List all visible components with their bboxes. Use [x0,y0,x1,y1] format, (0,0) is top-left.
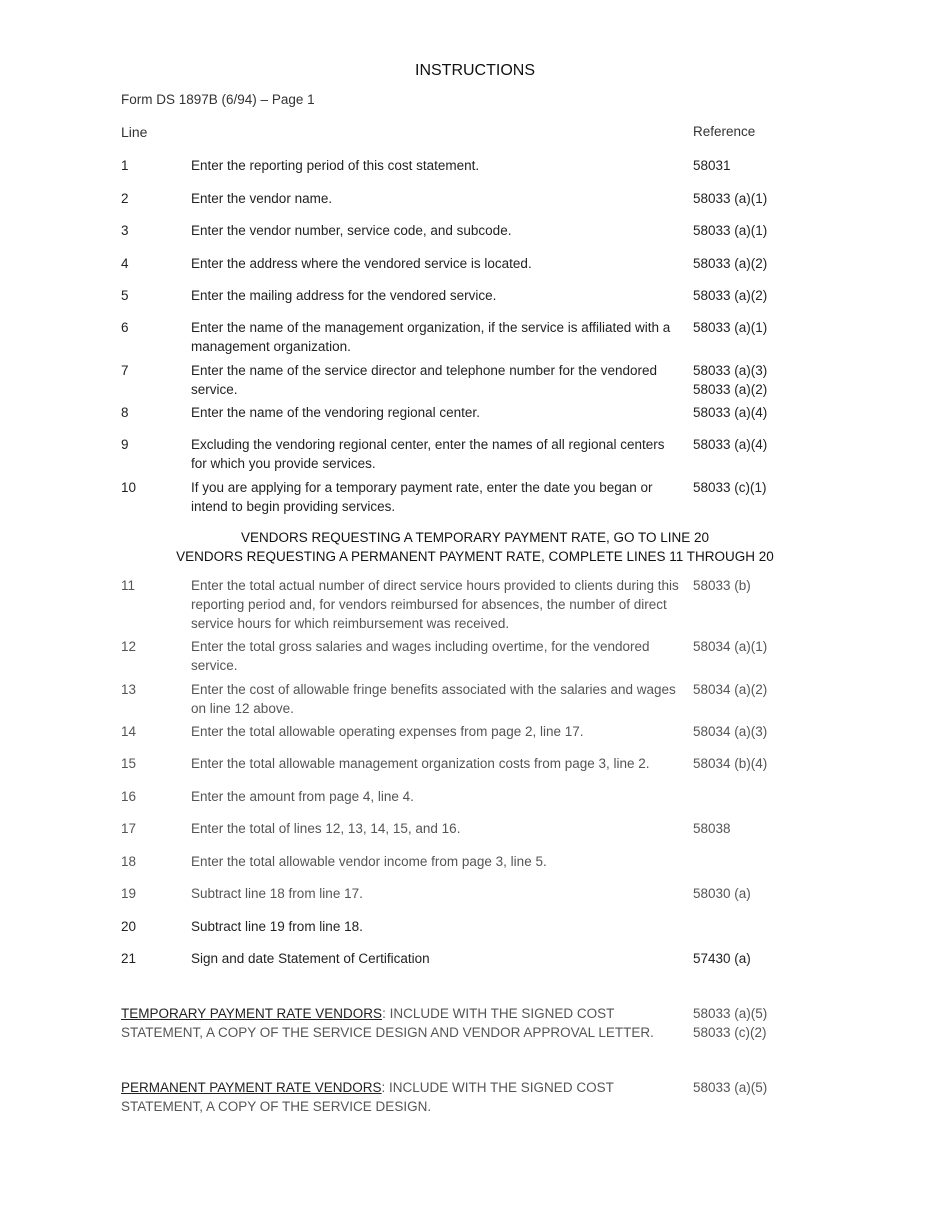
note-heading: PERMANENT PAYMENT RATE VENDORS [121,1080,382,1095]
reference-code: 58033 (c)(1) [693,480,767,495]
instruction-text: Enter the vendor name. [191,191,333,206]
page-title: INSTRUCTIONS [415,62,535,79]
instruction-text: Enter the total allowable management organization costs from page 3, line 2. [191,756,650,771]
instruction-text: Excluding the vendoring regional center, enter the names of all regional centers for which you provide services. [191,437,665,471]
instruction-text: Sign and date Statement of Certification [191,951,430,966]
instruction-text: Subtract line 19 from line 18. [191,919,363,934]
reference-code: 58033 (a)(4) [693,437,768,452]
line-number: 10 [121,480,137,495]
line-number: 8 [121,405,129,420]
line-number: 3 [121,223,129,238]
reference-code: 58030 (a) [693,886,751,901]
column-header-line: Line [121,124,148,140]
instruction-text: Enter the mailing address for the vendored service. [191,288,497,303]
permanent-vendors-note [121,1078,681,1116]
note-body: : INCLUDE WITH THE SIGNED COST STATEMENT, A COPY OF THE SERVICE DESIGN AND VENDOR APPROVAL LETTER. [121,1006,654,1040]
line-number: 11 [121,578,136,593]
instruction-text: Enter the address where the vendored service is located. [191,256,532,271]
reference-code: 58038 [693,821,731,836]
reference-code: 58034 (b)(4) [693,756,768,771]
instruction-text: If you are applying for a temporary payment rate, enter the date you began or intend to begin providing services. [191,480,653,514]
instruction-text: Enter the cost of allowable fringe benefits associated with the salaries and wages on line 12 above. [191,682,676,716]
line-number: 13 [121,682,137,697]
line-number: 12 [121,639,137,654]
line-number: 7 [121,363,129,378]
rate-type-banner [0,528,950,566]
line-number: 18 [121,854,137,869]
instruction-text: Enter the amount from page 4, line 4. [191,789,414,804]
note-body: : INCLUDE WITH THE SIGNED COST STATEMENT, A COPY OF THE SERVICE DESIGN. [121,1080,614,1114]
line-number: 5 [121,288,129,303]
reference-code: 58031 [693,158,731,173]
instruction-text: Enter the vendor number, service code, and subcode. [191,223,512,238]
reference-code: 57430 (a) [693,951,751,966]
line-number: 20 [121,919,137,934]
reference-code: 58033 (a)(1) [693,223,768,238]
reference-code: 58033 (a)(3) 58033 (a)(2) [693,363,768,397]
reference-code: 58033 (a)(1) [693,191,768,206]
instruction-text: Enter the total gross salaries and wages including overtime, for the vendored service. [191,639,650,673]
line-number: 9 [121,437,129,452]
instruction-text: Enter the total allowable operating expenses from page 2, line 17. [191,724,584,739]
reference-code: 58033 (a)(2) [693,256,768,271]
reference-code: 58033 (a)(2) [693,288,768,303]
line-number: 19 [121,886,137,901]
line-number: 17 [121,821,137,836]
temporary-vendors-note [121,1004,681,1042]
banner-line-temporary: VENDORS REQUESTING A TEMPORARY PAYMENT RATE, GO TO LINE 20 [240,530,710,545]
line-number: 15 [121,756,137,771]
reference-code: 58034 (a)(3) [693,724,768,739]
reference-code: 58034 (a)(2) [693,682,768,697]
line-number: 16 [121,789,137,804]
note-heading: TEMPORARY PAYMENT RATE VENDORS [121,1006,383,1021]
instruction-text: Enter the name of the service director and telephone number for the vendored service. [191,363,658,397]
permanent-vendors-reference: 58033 (a)(5) [693,1080,768,1095]
instruction-text: Enter the total of lines 12, 13, 14, 15, and 16. [191,821,461,836]
reference-code: 58034 (a)(1) [693,639,768,654]
line-number: 2 [121,191,129,206]
temporary-vendors-reference: 58033 (a)(5) 58033 (c)(2) [693,1006,768,1040]
instruction-text: Enter the total allowable vendor income from page 3, line 5. [191,854,547,869]
form-identifier: Form DS 1897B (6/94) – Page 1 [121,92,315,107]
instruction-text: Enter the total actual number of direct service hours provided to clients during this reporting period and, for vendors reimbursed for absences, the number of direct service hours for which reimbursement was received. [191,578,679,631]
instruction-text: Subtract line 18 from line 17. [191,886,363,901]
line-number: 6 [121,320,129,335]
line-number: 1 [121,158,129,173]
line-number: 4 [121,256,129,271]
banner-line-permanent: VENDORS REQUESTING A PERMANENT PAYMENT RATE, COMPLETE LINES 11 THROUGH 20 [176,549,774,564]
column-header-reference: Reference [693,124,756,139]
reference-code: 58033 (b) [693,578,751,593]
instruction-text: Enter the reporting period of this cost statement. [191,158,480,173]
instruction-text: Enter the name of the management organization, if the service is affiliated with a management organization. [191,320,671,354]
instruction-text: Enter the name of the vendoring regional center. [191,405,480,420]
line-number: 21 [121,951,137,966]
reference-code: 58033 (a)(1) [693,320,768,335]
reference-code: 58033 (a)(4) [693,405,768,420]
line-number: 14 [121,724,137,739]
